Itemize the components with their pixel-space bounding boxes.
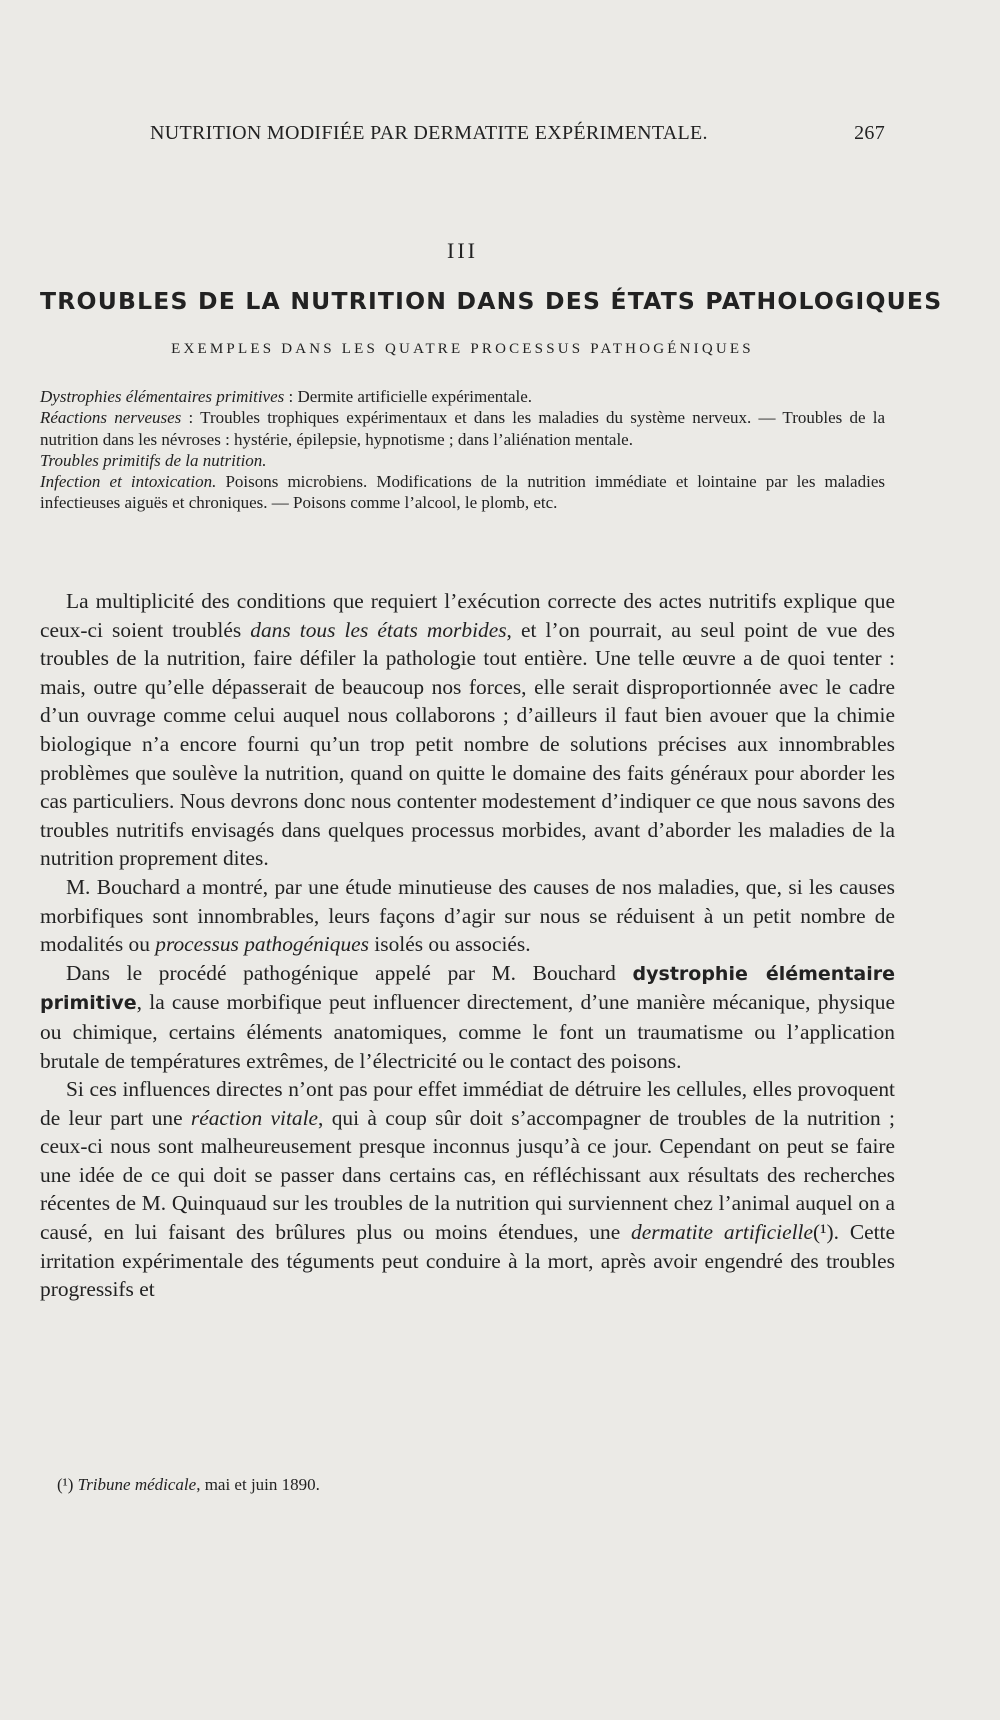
page-number: 267 — [854, 122, 885, 144]
chapter-subtitle: EXEMPLES DANS LES QUATRE PROCESSUS PATHOGÉNIQUES — [171, 341, 754, 357]
chapter-summary — [40, 386, 885, 514]
running-head-title: NUTRITION MODIFIÉE PAR DERMATITE EXPÉRIMENTALE. — [150, 122, 708, 144]
footnote-date: , mai et juin 1890. — [196, 1475, 320, 1494]
footnote-source: Tribune médicale — [77, 1475, 197, 1494]
section-number: III — [447, 238, 478, 263]
footnote-reference[interactable]: (¹) — [812, 1220, 834, 1245]
body-text — [40, 587, 895, 1304]
footnote-marker: (¹) — [57, 1475, 74, 1494]
paragraph: M. Bouchard a montré, par une étude minutieuse des causes de nos maladies, que, si les causes morbifiques sont innombrables, leurs façons d’agir sur nous se réduisent à un petit nombre de modalités ou processus pathogéniques isolés ou associés. — [40, 874, 895, 957]
footnote — [57, 1475, 897, 1495]
summary-item: Réactions nerveuses : Troubles trophiques expérimentaux et dans les maladies du système nerveux. — Troubles de la nutrition dans les névroses : hystérie, épilepsie, hypnotisme ; dans l’aliénation mentale. — [40, 408, 885, 449]
summary-item: Troubles primitifs de la nutrition. — [40, 450, 267, 470]
summary-item: Dystrophies élémentaires primitives : Dermite artificielle expérimentale. — [40, 387, 533, 406]
chapter-title: TROUBLES DE LA NUTRITION DANS DES ÉTATS PATHOLOGIQUES — [40, 287, 943, 315]
paragraph: Si ces influences directes n’ont pas pour effet immédiat de détruire les cellules, elles provoquent de leur part une réaction vitale, qui à coup sûr doit s’accompagner de troubles de la nutrition ; ceux-ci nous sont malheureusement presque inconnus jusqu’à ce jour. Cependant on peut se faire une idée de ce qui doit se passer dans certains cas, en réfléchissant aux résultats des recherches récentes de M. Quinquaud sur les troubles de la nutrition qui surviennent chez l’animal auquel on a causé, en lui faisant des brûlures plus ou moins étendues, une dermatite artificielle(¹). Cette irritation expérimentale des téguments peut conduire à la mort, après avoir engendré des troubles progressifs et — [40, 1077, 895, 1302]
paragraph: Dans le procédé pathogénique appelé par M. Bouchard dystrophie élémentaire primitive, la cause morbifique peut influencer directement, d’une manière mécanique, physique ou chimique, certains éléments anatomiques, comme le font un traumatisme ou l’application brutale de températures extrêmes, de l’électricité ou le contact des poisons. — [40, 960, 895, 1073]
summary-item: Infection et intoxication. Poisons microbiens. Modifications de la nutrition immédiate et lointaine par les maladies infectieuses aiguës et chroniques. — Poisons comme l’alcool, le plomb, etc. — [40, 472, 885, 513]
paragraph: La multiplicité des conditions que requiert l’exécution correcte des actes nutritifs explique que ceux-ci soient troublés dans tous les états morbides, et l’on pourrait, au seul point de vue des troubles de la nutrition, faire défiler la pathologie tout entière. Une telle œuvre a de quoi tenter : mais, outre qu’elle dépasserait de beaucoup nos forces, elle serait disproportionnée avec le cadre d’un ouvrage comme celui auquel nous collaborons ; d’ailleurs il faut bien avouer que la chimie biologique n’a encore fourni qu’un trop petit nombre de solutions précises aux innombrables problèmes que soulève la nutrition, quand on quitte le domaine des faits généraux pour aborder les cas particuliers. Nous devrons donc nous contenter modestement d’indiquer ce que nous savons des troubles nutritifs envisagés dans quelques processus morbides, avant d’aborder les maladies de la nutrition proprement dites. — [40, 589, 895, 871]
